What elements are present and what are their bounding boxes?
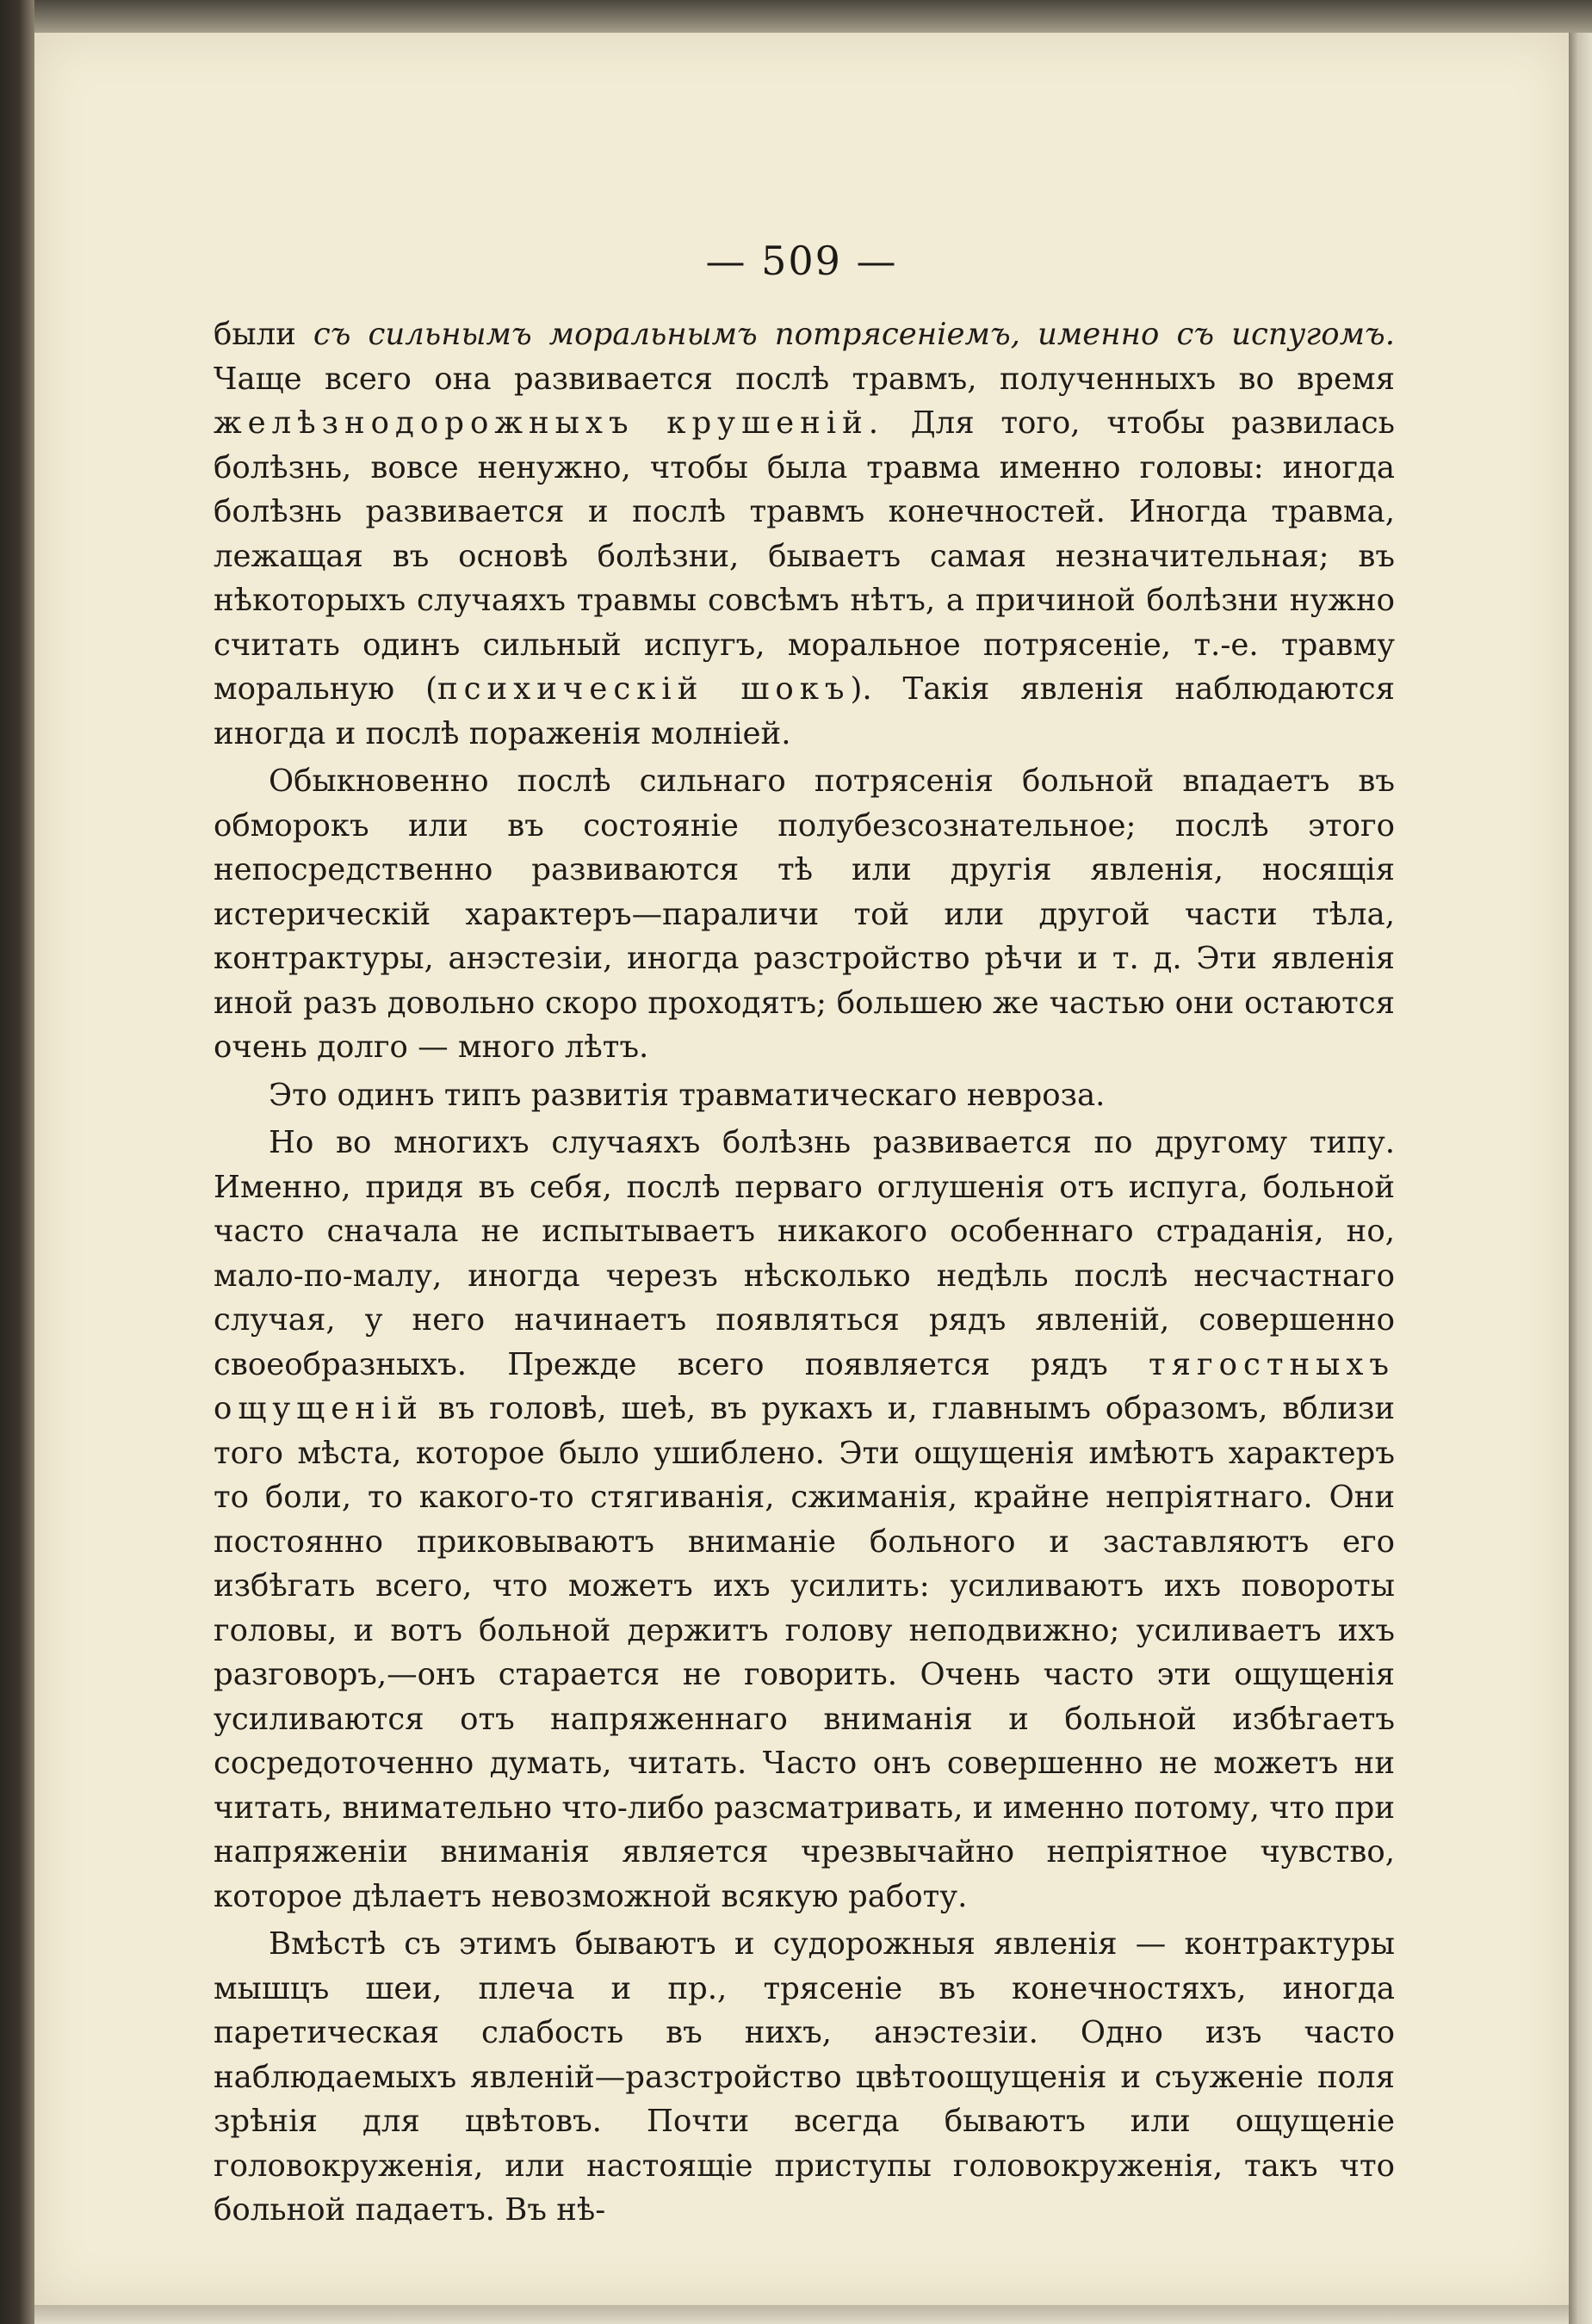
scan-left-edge	[0, 0, 34, 2324]
scan-bottom-edge	[34, 2305, 1569, 2324]
paragraph	[214, 759, 1395, 1070]
text-run: тягостныхъ ощущеній	[214, 1346, 1395, 1426]
page-number: — 509 —	[705, 238, 898, 284]
text-run: желѣзнодорожныхъ крушеній.	[214, 405, 885, 441]
book-page	[34, 33, 1569, 2305]
text-run: Обыкновенно послѣ сильнаго потрясенія больной впадаетъ въ обморокъ или въ состояніе полубезсознательное; послѣ этого непосредственно развиваются тѣ или другія явленія, носящія истерическій характеръ—параличи той или другой части тѣла, контрактуры, анэстезіи, иногда разстройство рѣчи и т. д. Эти явленія иной разъ довольно скоро проходятъ; большею же частью они остаются очень долго — много лѣтъ.	[214, 763, 1395, 1065]
text-run: ). Такія явленія наблюдаются иногда и послѣ пораженія молніей.	[214, 671, 1396, 751]
text-run: Но во многихъ случаяхъ болѣзнь развивается по другому типу. Именно, придя въ себя, послѣ перваго оглушенія отъ испуга, больной часто сначала не испытываетъ никакого особеннаго страданія, но, мало-по-малу, иногда черезъ нѣсколько недѣль послѣ несчастнаго случая, у него начинаетъ появляться рядъ явленій, совершенно своеобразныхъ. Прежде всего появляется рядъ	[214, 1125, 1395, 1382]
paragraph	[214, 1073, 1395, 1118]
paragraph	[214, 1922, 1395, 2233]
scan-right-edge	[1569, 33, 1592, 2324]
text-run: Для того, чтобы развилась болѣзнь, вовсе ненужно, чтобы была травма именно головы: иногда болѣзнь развивается и послѣ травмъ конечностей. Иногда травма, лежащая въ основѣ болѣзни, бываетъ самая незначительная; въ нѣкоторыхъ случаяхъ травмы совсѣмъ нѣтъ, а причиной болѣзни нужно считать одинъ сильный испугъ, моральное потрясеніе, т.-е. травму моральную (	[214, 405, 1395, 707]
text-run: Чаще всего она развивается послѣ травмъ, полученныхъ во время	[214, 361, 1395, 397]
paragraph	[214, 1121, 1395, 1919]
scan-top-edge	[34, 0, 1592, 34]
text-run: были	[214, 317, 313, 352]
page-body-text	[214, 312, 1395, 2236]
text-run: съ сильнымъ моральнымъ потрясеніемъ, именно съ испугомъ.	[313, 317, 1395, 352]
text-run: психическій шокъ	[437, 671, 851, 707]
text-run: Это одинъ типъ развитія травматическаго невроза.	[269, 1077, 1106, 1113]
paragraph	[214, 312, 1395, 756]
text-run: Вмѣстѣ съ этимъ бываютъ и судорожныя явленія — контрактуры мышцъ шеи, плеча и пр., трясеніе въ конечностяхъ, иногда паретическая слабость въ нихъ, анэстезіи. Одно изъ часто наблюдаемыхъ явленій—разстройство цвѣтоощущенія и съуженіе поля зрѣнія для цвѣтовъ. Почти всегда бываютъ или ощущеніе головокруженія, или настоящіе приступы головокруженія, такъ что больной падаетъ. Въ нѣ-	[214, 1926, 1395, 2228]
text-run: въ головѣ, шеѣ, въ рукахъ и, главнымъ образомъ, вблизи того мѣста, которое было ушиблено. Эти ощущенія имѣютъ характеръ то боли, то какого-то стягиванія, сжиманія, крайне непріятнаго. Они постоянно приковываютъ вниманіе больного и заставляютъ его избѣгать всего, что можетъ ихъ усилить: усиливаютъ ихъ повороты головы, и вотъ больной держитъ голову неподвижно; усиливаетъ ихъ разговоръ,—онъ старается не говорить. Очень часто эти ощущенія усиливаются отъ напряженнаго вниманія и больной избѣгаетъ сосредоточенно думать, читать. Часто онъ совершенно не можетъ ни читать, внимательно что-либо разсматривать, и именно потому, что при напряженіи вниманія является чрезвычайно непріятное чувство, которое дѣлаетъ невозможной всякую работу.	[214, 1391, 1395, 1914]
